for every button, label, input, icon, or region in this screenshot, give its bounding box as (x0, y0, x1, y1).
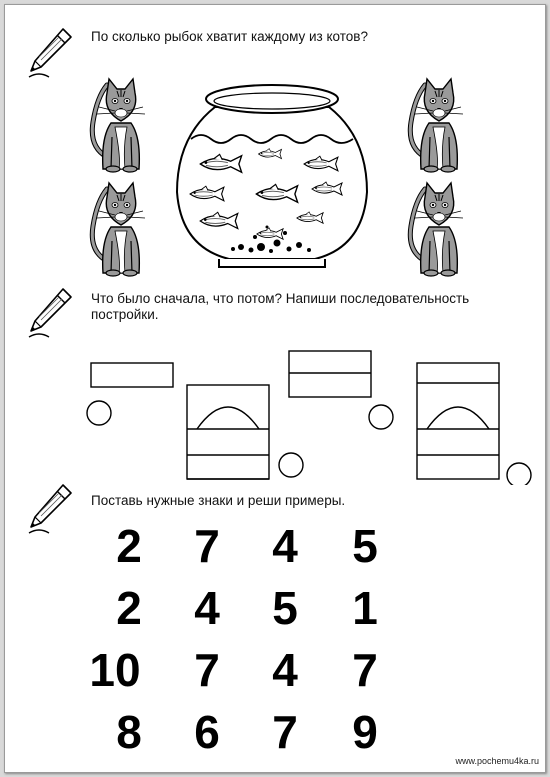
task-fish-question: По сколько рыбок хватит каждому из котов? (91, 29, 368, 44)
construction-stages (5, 345, 545, 485)
fishbowl-icon (167, 77, 377, 273)
task-signs-question: Поставь нужные знаки и реши примеры. (91, 493, 346, 508)
fish-icon (301, 155, 341, 173)
example-number: 6 (194, 706, 220, 758)
example-number: 2 (116, 520, 142, 572)
cat-icon (403, 181, 467, 279)
pencil-icon (27, 287, 79, 341)
example-number: 9 (352, 706, 378, 758)
cat-icon (403, 77, 467, 175)
example-number: 7 (272, 706, 298, 758)
fish-icon (195, 153, 247, 175)
example-number: 10 (89, 644, 141, 696)
example-number: 7 (352, 644, 378, 696)
fish-icon (195, 211, 243, 231)
example-number: 7 (194, 644, 220, 696)
example-number: 8 (116, 706, 142, 758)
worksheet-page (4, 4, 546, 773)
pencil-icon (27, 483, 79, 537)
task-sequence-question-line1: Что было сначала, что потом? Напиши последовательность (91, 291, 470, 306)
task-sequence-question-line2: постройки. (91, 307, 159, 322)
example-number: 4 (194, 582, 220, 634)
example-number: 5 (272, 582, 298, 634)
example-number: 5 (352, 520, 378, 572)
fish-icon (257, 147, 283, 161)
example-number: 1 (352, 582, 378, 634)
cat-icon (85, 181, 149, 279)
cat-icon (85, 77, 149, 175)
fish-icon (255, 227, 285, 241)
fish-icon (187, 185, 227, 203)
fish-icon (295, 211, 325, 225)
example-number: 7 (194, 520, 220, 572)
example-number: 4 (272, 644, 298, 696)
pencil-icon (27, 27, 79, 81)
example-number: 2 (116, 582, 142, 634)
fish-icon (309, 181, 345, 197)
fish-icon (251, 183, 303, 205)
example-number: 4 (272, 520, 298, 572)
footer-url: www.pochemu4ka.ru (455, 756, 539, 766)
